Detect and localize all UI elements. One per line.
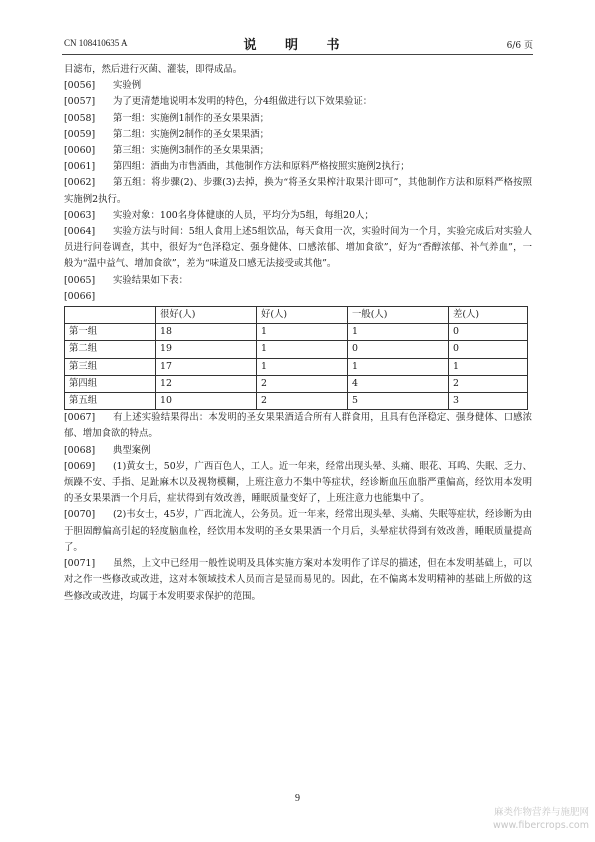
table-cell: 0	[449, 341, 528, 358]
paragraph-text: 实验方法与时间：5组人食用上述5组饮品，每天食用一次，实验时间为一个月，实验完成后对实验人员进行问卷调查，其中，很好为“色泽稳定、强身健体、口感浓郁、增加食欲”，好为“香醇浓郁、补气养血”，一般为“温中益气、增加食欲”，差为“味道及口感无法接受或其他”。	[64, 226, 532, 270]
paragraph-number: [0057]	[64, 96, 96, 108]
paragraph-text: 有上述实验结果得出：本发明的圣女果果酒适合所有人群食用，且具有色泽稳定、强身健体、口感浓郁、增加食欲的特点。	[64, 412, 532, 440]
table-cell: 1	[257, 324, 348, 341]
paragraph-text: 第四组：酒曲为市售酒曲，其他制作方法和原料严格按照实施例2执行；	[113, 161, 410, 173]
paragraph	[64, 273, 532, 289]
paragraph-text: 目滤布，然后进行灭菌、灌装，即得成品。	[64, 64, 243, 75]
paragraph	[64, 410, 532, 442]
table-cell: 0	[348, 341, 449, 358]
paragraph-text: 虽然，上文中已经用一般性说明及具体实施方案对本发明作了详尽的描述，但在本发明基础上，可以对之作一些修改或改进，这对本领域技术人员而言是显而易见的。因此，在不偏离本发明精神的基础上所做的这些修改或改进，均属于本发明要求保护的范围。	[64, 558, 532, 602]
paragraph-text: 实验例	[113, 80, 142, 92]
paragraph-number: [0062]	[64, 177, 96, 189]
table-cell: 19	[156, 341, 257, 358]
table-header-cell: 差(人)	[449, 307, 528, 324]
watermark-line: www.fibercrops.com	[492, 820, 589, 831]
table-row	[65, 393, 528, 410]
paragraph-number: [0058]	[64, 112, 96, 124]
table-cell: 12	[156, 375, 257, 392]
paragraph-number: [0064]	[64, 226, 96, 238]
paragraph-number: [0059]	[64, 128, 96, 140]
paragraphs-after-table	[64, 410, 532, 604]
table-cell: 1	[257, 358, 348, 375]
watermark	[493, 806, 589, 832]
table-row	[65, 358, 528, 375]
table-cell: 2	[257, 375, 348, 392]
paragraph-number: [0070]	[64, 509, 96, 521]
paragraph-text: 第五组：将步骤(2)、步骤(3)去掉，换为“将圣女果榨汁取果汁即可”，其他制作方法和原料严格按照实施例2执行。	[64, 177, 532, 205]
table-cell: 18	[156, 324, 257, 341]
paragraphs-before-table	[64, 62, 532, 305]
table-header-row	[65, 307, 528, 324]
document-body	[64, 62, 532, 605]
paragraph-text: 为了更清楚地说明本发明的特色，分4组做进行以下效果验证：	[113, 96, 373, 108]
patent-number: CN 108410635 A	[64, 38, 128, 48]
paragraph-number: [0067]	[64, 412, 96, 424]
table-header-cell: 很好(人)	[156, 307, 257, 324]
page-header	[62, 36, 533, 52]
paragraph	[64, 159, 532, 175]
paragraph	[64, 208, 532, 224]
paragraph	[64, 143, 532, 159]
paragraph	[64, 94, 532, 110]
header-rule	[62, 54, 533, 55]
paragraph	[64, 443, 532, 459]
table-cell: 10	[156, 393, 257, 410]
paragraph	[64, 459, 532, 508]
paragraph-number: [0068]	[64, 444, 96, 456]
paragraph-text: 第三组：实施例3制作的圣女果果酒；	[113, 145, 269, 157]
paragraph-number: [0065]	[64, 274, 96, 286]
table-cell: 3	[449, 393, 528, 410]
table-header-cell: 一般(人)	[348, 307, 449, 324]
paragraph-text: 实验对象：100名身体健康的人员，平均分为5组，每组20人；	[113, 209, 374, 221]
paragraph-number: [0069]	[64, 460, 96, 472]
table-cell: 第四组	[65, 375, 156, 392]
paragraph-text: 第一组：实施例1制作的圣女果果酒；	[113, 112, 269, 124]
table-cell: 4	[348, 375, 449, 392]
page-indicator: 6/6 页	[506, 41, 533, 51]
paragraph	[64, 111, 532, 127]
table-cell: 第三组	[65, 358, 156, 375]
table-cell: 17	[156, 358, 257, 375]
table-cell: 1	[348, 358, 449, 375]
watermark-line: 麻类作物营养与施肥网	[493, 807, 589, 818]
paragraph	[64, 127, 532, 143]
paragraph-number: [0060]	[64, 145, 96, 157]
paragraph	[64, 556, 532, 605]
paragraph-text: 典型案例	[113, 444, 151, 456]
table-cell: 第一组	[65, 324, 156, 341]
paragraph-text: 实验结果如下表：	[113, 274, 189, 286]
table-cell: 0	[449, 324, 528, 341]
table-cell: 2	[449, 375, 528, 392]
paragraph	[64, 62, 532, 78]
paragraph-number: [0056]	[64, 80, 96, 92]
table-cell: 1	[449, 358, 528, 375]
table-cell: 1	[348, 324, 449, 341]
paragraph	[64, 289, 532, 305]
paragraph-number: [0061]	[64, 161, 96, 173]
table-row	[65, 375, 528, 392]
paragraph-number: [0063]	[64, 209, 96, 221]
table-cell: 第五组	[65, 393, 156, 410]
table-row	[65, 324, 528, 341]
document-title: 说 明 书	[243, 38, 352, 53]
paragraph-text: (1)黄女士，50岁，广西百色人，工人。近一年来，经常出现头晕、头痛、眼花、耳鸣、失眠、乏力、烦躁不安、手指、足趾麻木以及视物模糊，上班注意力不集中等症状，经诊断血压血脂严重偏高，经饮用本发明的圣女果果酒一个月后，症状得到有效改善，睡眠质量变好了，上班注意力也能集中了。	[64, 460, 532, 505]
paragraph-text: (2)韦女士，45岁，广西北流人，公务员。近一年来，经常出现头晕、头痛、失眠等症状，经诊断为由于胆固醇偏高引起的轻度脑血栓，经饮用本发明的圣女果果酒一个月后，头晕症状得到有效改善，睡眠质量提高了。	[64, 509, 532, 553]
page-number: 9	[295, 793, 300, 804]
paragraph-text: 第二组：实施例2制作的圣女果果酒；	[113, 128, 269, 140]
table-cell: 5	[348, 393, 449, 410]
table-cell: 第二组	[65, 341, 156, 358]
paragraph	[64, 507, 532, 556]
table-row	[65, 341, 528, 358]
table-cell: 2	[257, 393, 348, 410]
results-table	[64, 306, 528, 410]
table-header-cell	[65, 307, 156, 324]
paragraph	[64, 175, 532, 207]
table-cell: 1	[257, 341, 348, 358]
paragraph	[64, 224, 532, 273]
paragraph	[64, 78, 532, 94]
paragraph-number: [0066]	[64, 290, 96, 302]
table-header-cell: 好(人)	[257, 307, 348, 324]
paragraph-number: [0071]	[64, 558, 96, 570]
